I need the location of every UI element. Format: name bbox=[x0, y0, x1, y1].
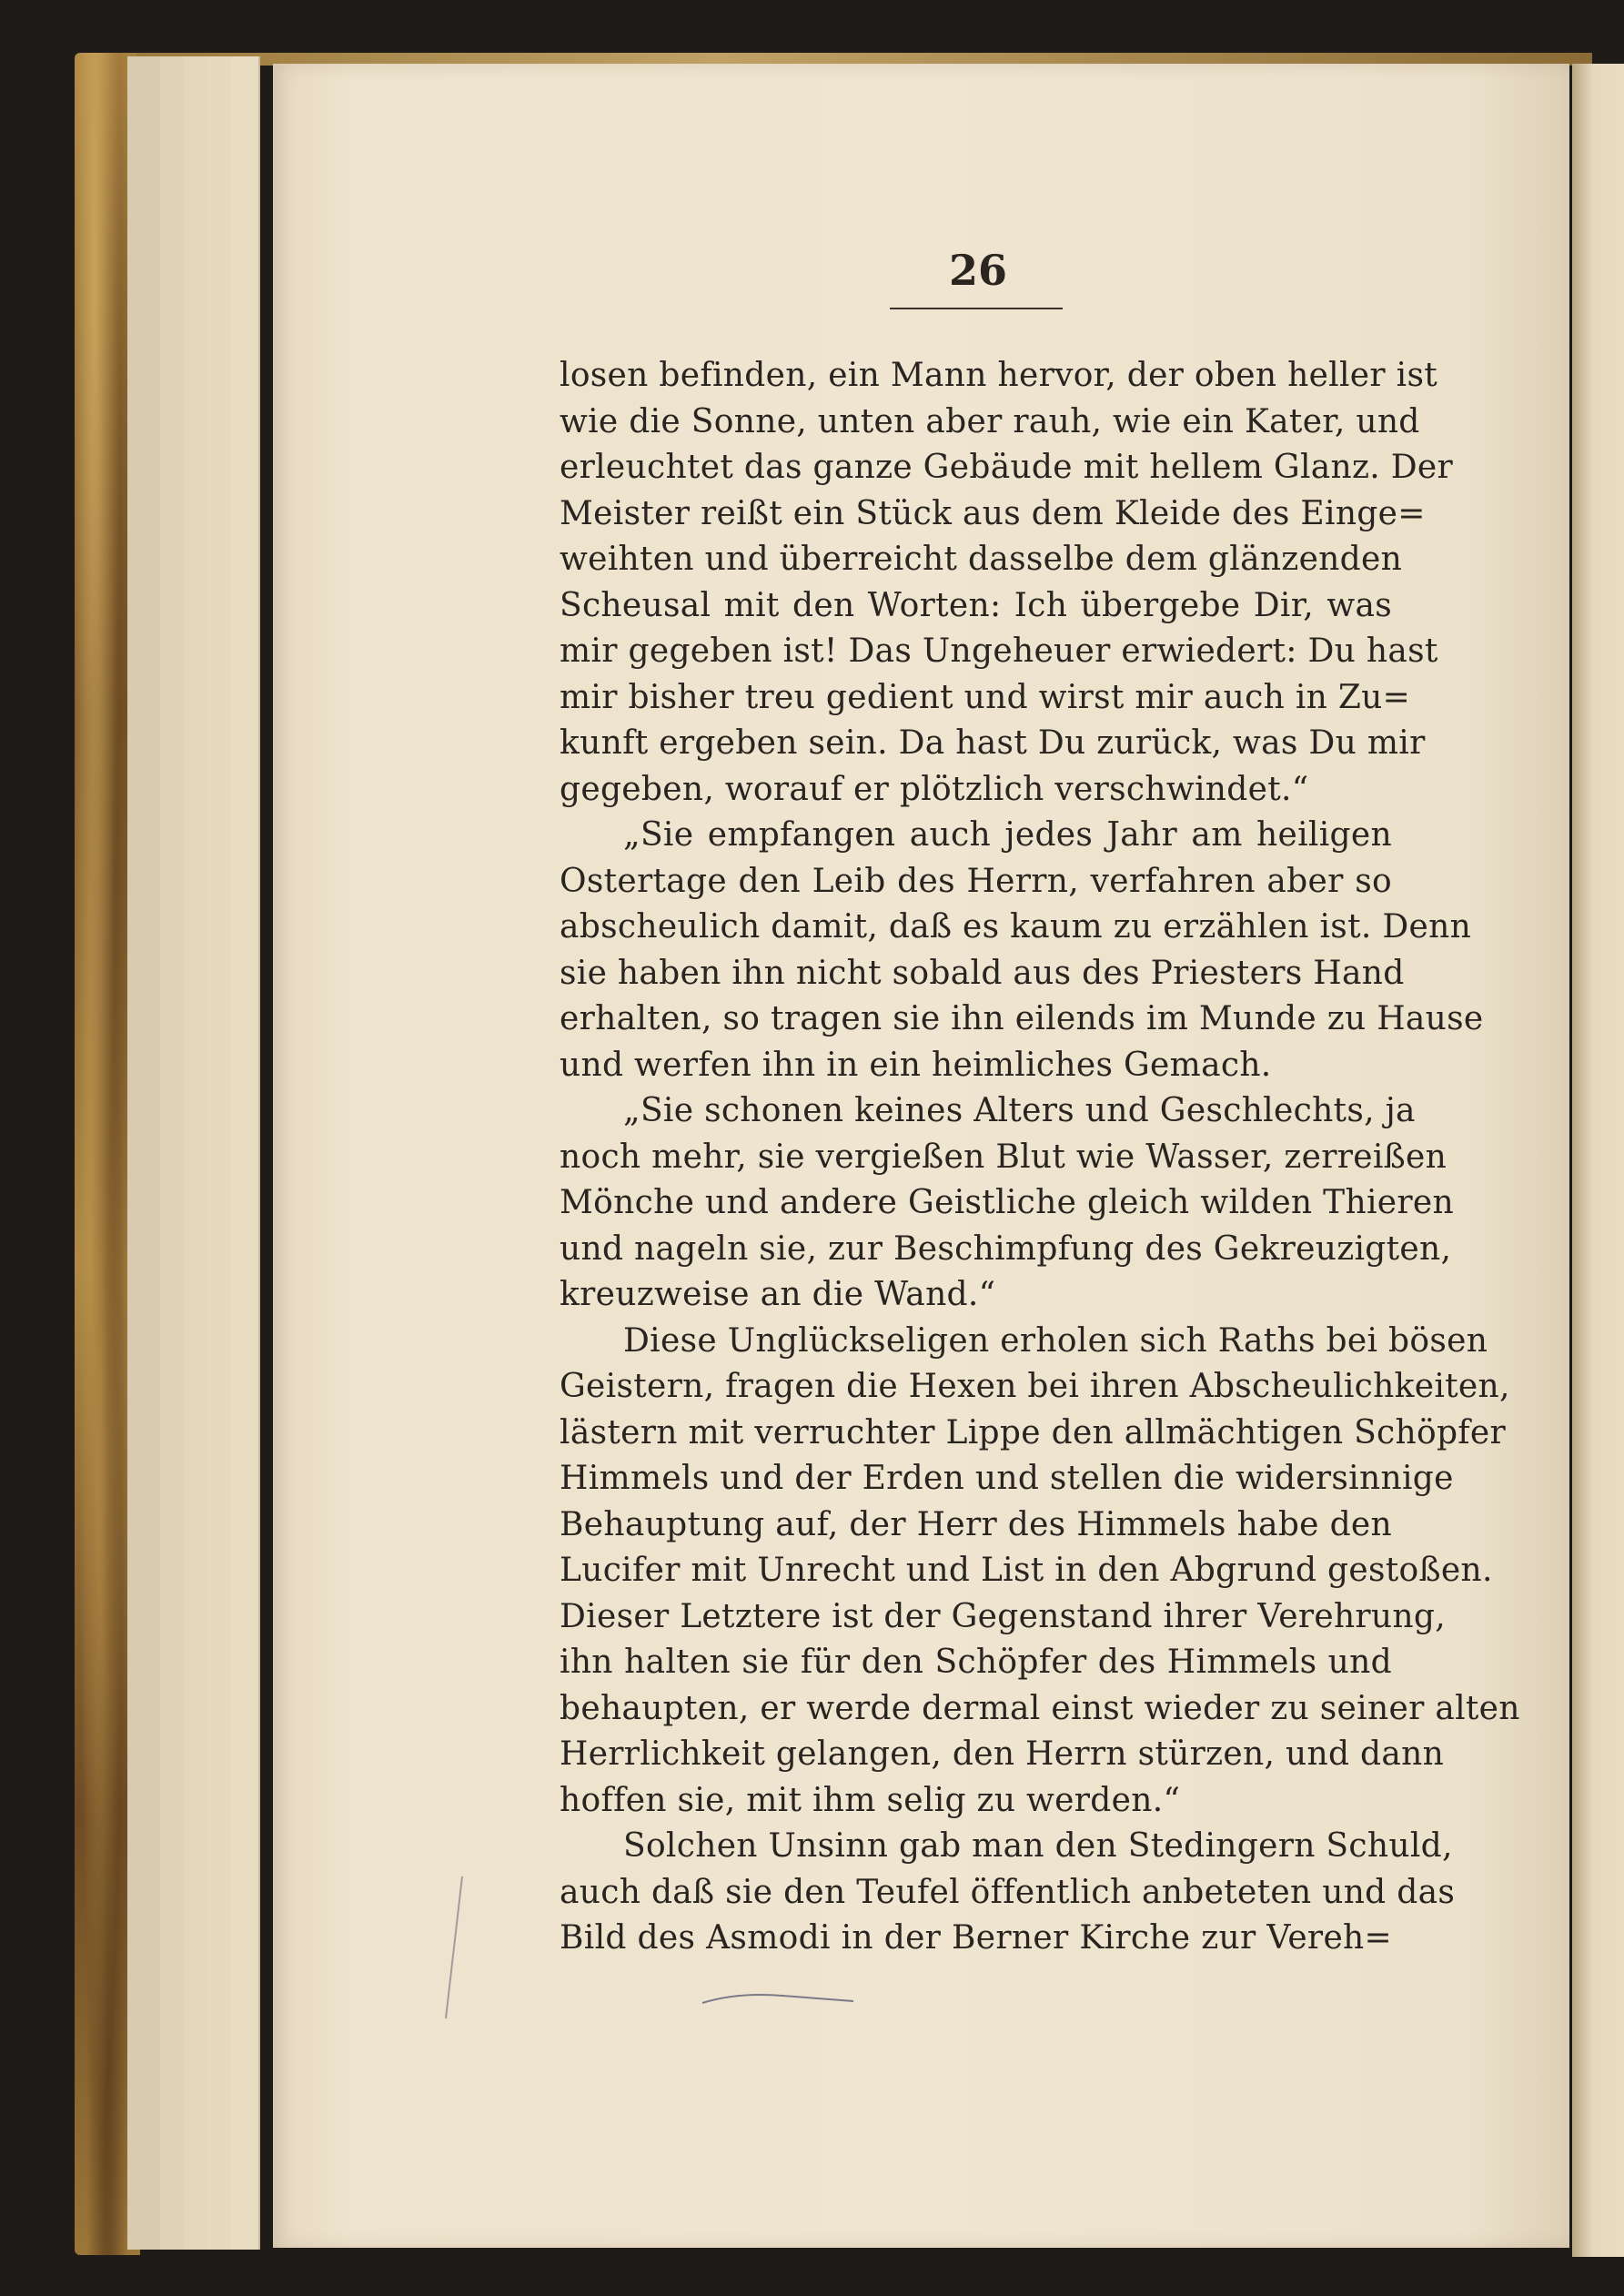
text-line: Behauptung auf, der Herr des Himmels habe den bbox=[560, 1505, 1392, 1543]
text-line: noch mehr, sie vergießen Blut wie Wasser, zerreißen bbox=[560, 1138, 1447, 1176]
text-line: „Sie empfangen auch jedes Jahr am heiligen bbox=[623, 816, 1392, 854]
text-line: Ostertage den Leib des Herrn, verfahren aber so bbox=[560, 862, 1392, 900]
text-line: „Sie schonen keines Alters und Geschlechts, ja bbox=[623, 1092, 1416, 1129]
text-line: wie die Sonne, unten aber rauh, wie ein Kater, und bbox=[560, 402, 1420, 440]
text-line: Geistern, fragen die Hexen bei ihren Abscheulichkeiten, bbox=[560, 1368, 1510, 1405]
page-number-rule bbox=[890, 308, 1063, 309]
text-line: kunft ergeben sein. Da hast Du zurück, was Du mir bbox=[560, 724, 1426, 762]
text-line: Lucifer mit Unrecht und List in den Abgrund gestoßen. bbox=[560, 1552, 1493, 1589]
text-line: Scheusal mit den Worten: Ich übergebe Dir, was bbox=[560, 586, 1392, 624]
text-line: und werfen ihn in ein heimliches Gemach. bbox=[560, 1046, 1272, 1084]
facing-page-edge bbox=[1572, 64, 1624, 2257]
text-line: abscheulich damit, daß es kaum zu erzählen ist. Denn bbox=[560, 908, 1472, 946]
text-line: weihten und überreicht dasselbe dem glänzenden bbox=[560, 541, 1403, 578]
text-line: erleuchtet das ganze Gebäude mit hellem Glanz. Der bbox=[560, 449, 1454, 486]
text-line: losen befinden, ein Mann hervor, der oben heller ist bbox=[560, 357, 1438, 394]
text-line: Himmels und der Erden und stellen die widersinnige bbox=[560, 1460, 1454, 1497]
text-line: Mönche und andere Geistliche gleich wilden Thieren bbox=[560, 1184, 1454, 1221]
text-line: behaupten, er werde dermal einst wieder zu seiner alten bbox=[560, 1689, 1520, 1727]
text-line: auch daß sie den Teufel öffentlich anbeteten und das bbox=[560, 1873, 1456, 1911]
text-line: Diese Unglückseligen erholen sich Raths bei bösen bbox=[623, 1321, 1488, 1360]
pencil-underline-mark bbox=[701, 1988, 855, 2010]
text-line: Bild des Asmodi in der Berner Kirche zur Vereh= bbox=[560, 1919, 1392, 1957]
text-line: kreuzweise an die Wand.“ bbox=[560, 1276, 996, 1313]
text-line: Dieser Letztere ist der Gegenstand ihrer Verehrung, bbox=[560, 1597, 1446, 1635]
page-body-text bbox=[560, 353, 1520, 1962]
text-line: lästern mit verruchter Lippe den allmächtigen Schöpfer bbox=[560, 1413, 1507, 1451]
text-line: gegeben, worauf er plötzlich verschwindet.“ bbox=[560, 770, 1309, 808]
text-line: Meister reißt ein Stück aus dem Kleide des Einge= bbox=[560, 494, 1426, 532]
text-line: Herrlichkeit gelangen, den Herrn stürzen, und dann bbox=[560, 1735, 1445, 1773]
page-number: 26 bbox=[948, 246, 1007, 295]
text-line: sie haben ihn nicht sobald aus des Priesters Hand bbox=[560, 954, 1405, 992]
text-line: ihn halten sie für den Schöpfer des Himmels und bbox=[560, 1644, 1392, 1681]
page-edge bbox=[231, 56, 260, 2250]
text-line: und nageln sie, zur Beschimpfung des Gekreuzigten, bbox=[560, 1229, 1452, 1268]
text-line: mir bisher treu gedient und wirst mir auch in Zu= bbox=[560, 678, 1411, 716]
text-line: hoffen sie, mit ihm selig zu werden.“ bbox=[560, 1781, 1181, 1819]
text-line: mir gegeben ist! Das Ungeheuer erwiedert: Du hast bbox=[560, 632, 1438, 670]
text-line: Solchen Unsinn gab man den Stedingern Schuld, bbox=[623, 1827, 1453, 1865]
pencil-margin-mark bbox=[440, 1875, 468, 2020]
text-line: erhalten, so tragen sie ihn eilends im Munde zu Hause bbox=[560, 1000, 1484, 1037]
